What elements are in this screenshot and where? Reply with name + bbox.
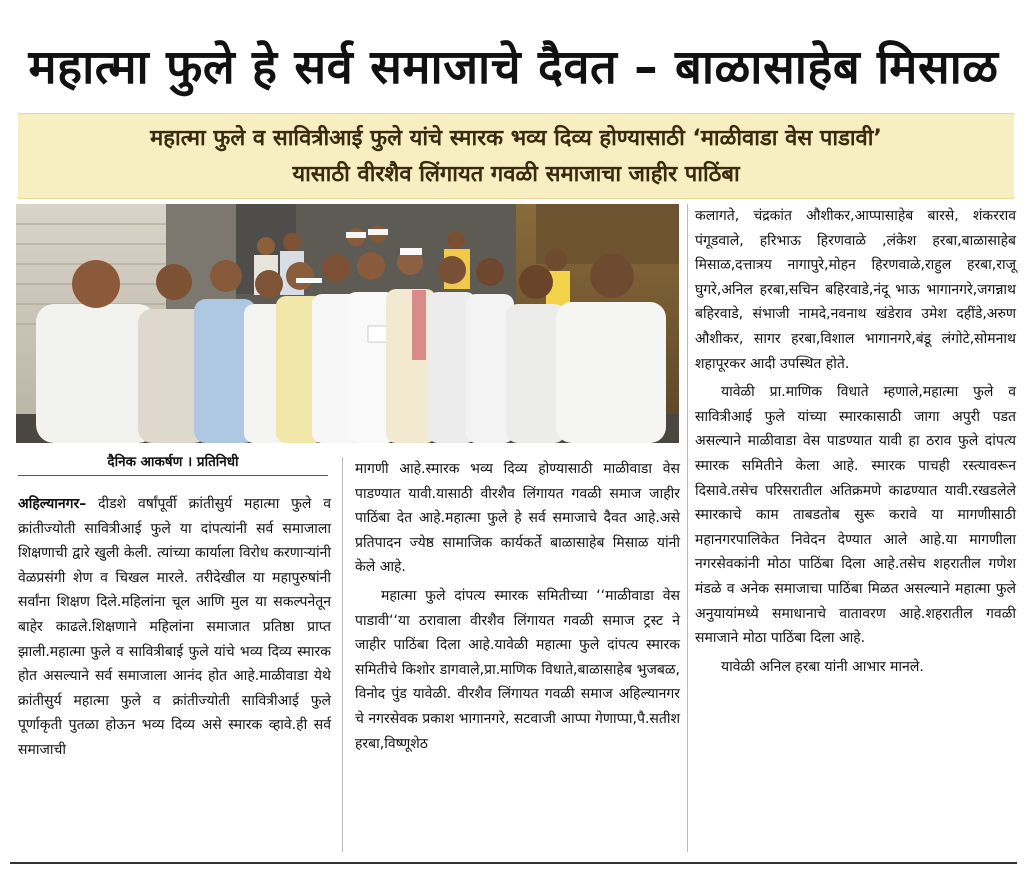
subheadline-box — [18, 113, 1014, 199]
article-text: दीडशे वर्षांपूर्वी क्रांतीसुर्य महात्मा फुले व क्रांतीज्योती सावित्रीआई फुले या दांपत्यांनी सर्व समाजाला शिक्षणाची द्वारे खुली केली. त्यांच्या कार्याला विरोध करणाऱ्यांनी वेळप्रसंगी शेण व चिखल मारले. तरीदेखील या महापुरुषांनी सर्वांना शिक्षण दिले.महिलांना चूल आणि मुल या सकल्पनेतून बाहेर काढले.शिक्षणाने महिलांना समाजात प्रतिष्ठा प्राप्त झाली.महात्मा फुले व सावित्रीबाई फुले यांचे भव्य दिव्य स्मारक होत असल्याने सर्व समाजाला आनंद होत आहे.माळीवाडा येथे क्रांतीसुर्य महात्मा फुले व क्रांतीज्योती सावित्रीआई फुले पूर्णाकृती पुतळा होऊन भव्य दिव्य असे स्मारक व्हावे.ही सर्व समाजाची — [18, 496, 331, 758]
article-paragraph: मागणी आहे.स्मारक भव्य दिव्य होण्यासाठी माळीवाडा वेस पाडण्यात यावी.यासाठी वीरशैव लिंगायत गवळी समाज जाहीर पाठिंबा देत आहे.महात्मा फुले हे सर्व समाजाचे दैवत आहे.असे प्रतिपादन ज्येष्ठ सामाजिक कार्यकर्ते बाळासाहेब मिसाळ यांनी केले आहे. — [355, 461, 680, 576]
column-divider-2 — [687, 204, 688, 852]
article-paragraph: महात्मा फुले दांपत्य स्मारक समितीच्या ‘‘माळीवाडा वेस पाडावी‘‘या ठरावाला वीरशैव लिंगायत गवळी समाज ट्रस्ट ने जाहीर पाठिंबा दिला आहे.यावेळी महात्मा फुले दांपत्य स्मारक समितीचे किशोर डागवाले,प्रा.माणिक विधाते,बाळासाहेब भुजबळ, विनोद पुंड यावेळी. वीरशैव लिंगायत गवळी समाज अहिल्यानगर चे नगरसेवक प्रकाश भागानगरे, सटवाजी आप्पा गेणाप्पा,पै.सतीश हरबा,विष्णूशेठ — [355, 587, 680, 752]
article-column-1 — [18, 492, 331, 763]
subheadline-line-1: महात्मा फुले व सावित्रीआई फुले यांचे स्मारक भव्य दिव्य होण्यासाठी ‘माळीवाडा वेस पाडावी’ — [150, 126, 882, 151]
article-paragraph: कलागते, चंद्रकांत औशीकर,आप्पासाहेब बारसे, शंकरराव पंगूडवाले, हरिभाऊ हिरणवाळे ,लंकेश हरबा,बाळासाहेब मिसाळ,दत्तात्रय नागापुरे,मोहन हिरणवाळे,राहुल हरबा,राजू घुगरे,अनिल हरबा,सचिन बहिरवाडे,नंदू भाऊ भागानगरे,जगन्नाथ बहिरवाडे, संभाजी नामदे,नवनाथ खंडेराव उमेश दहींडे,अरुण औशीकर, सागर हरबा,विशाल भागानगरे,बंडू लंगोटे,सोमनाथ शहापूरकर आदी उपस्थित होते. — [695, 208, 1016, 372]
group-photo-illustration — [16, 204, 679, 443]
bottom-rule — [10, 862, 1017, 864]
article-paragraph: यावेळी अनिल हरबा यांनी आभार मानले. — [721, 658, 924, 675]
article-column-3 — [695, 204, 1016, 679]
byline: दैनिक आकर्षण । प्रतिनिधी — [18, 452, 328, 476]
subheadline-line-2: यासाठी वीरशैव लिंगायत गवळी समाजाचा जाहीर पाठिंबा — [292, 162, 740, 187]
group-photo — [16, 204, 679, 443]
column-divider-1 — [342, 457, 343, 852]
article-paragraph: यावेळी प्रा.माणिक विधाते म्हणाले,महात्मा फुले व सावित्रीआई फुले यांच्या स्मारकासाठी जागा अपुरी पडत असल्याने माळीवाडा वेस पाडण्यात यावी हा ठराव फुले दांपत्य स्मारक समितीने केला आहे. स्मारक पाचही रस्त्यावरून दिसावे.तसेच परिसरातील अतिक्रमणे काढण्यात यावी.रखडलेले स्मारकाचे काम ताबडतोब सुरू करावे या मागणीसाठी महानगरपालिकेत निवेदन देण्यात आले आहे.या मागणीला नगरसेवकांनी मोठा पाठिंबा दिला आहे.तसेच शहरातील गणेश मंडळे व अनेक समाजाचा पाठिंबा मिळत असल्याने महात्मा फुले अनुयायांमध्ये समाधानाचे वातावरण आहे.शहरातील गवळी समाजाने मोठा पाठिंबा दिला आहे. — [695, 384, 1016, 647]
article-column-2 — [355, 457, 680, 756]
dateline: अहिल्यानगर– — [18, 496, 87, 512]
article-paragraph — [18, 492, 331, 763]
headline: महात्मा फुले हे सर्व समाजाचे दैवत – बाळासाहेब मिसाळ — [28, 40, 999, 95]
